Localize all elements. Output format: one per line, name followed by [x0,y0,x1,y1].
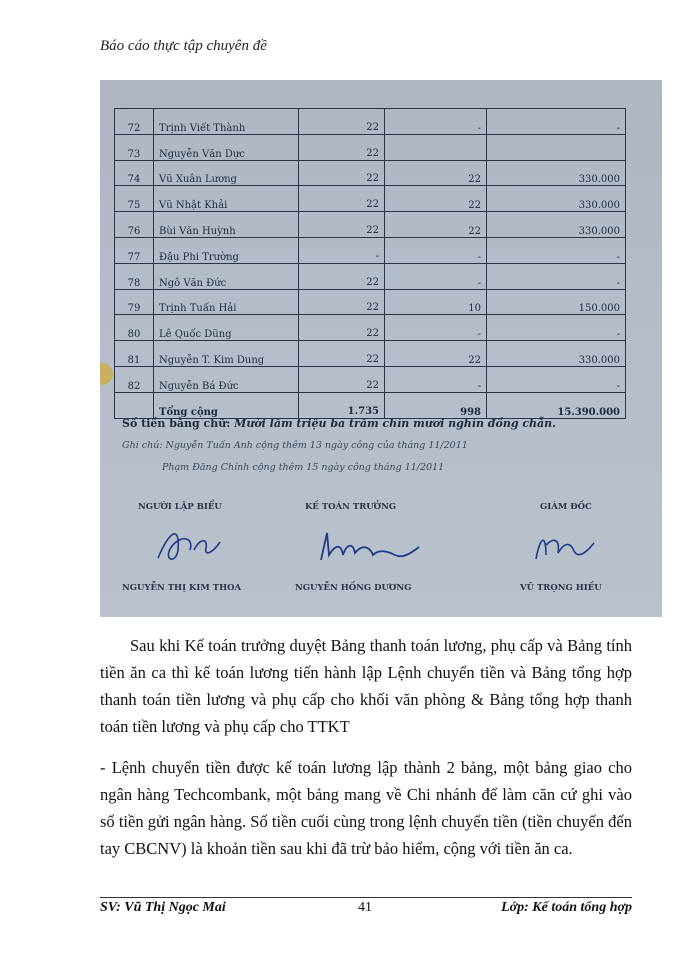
total-row [115,392,626,418]
employee-name: Lê Quốc Dũng [154,315,299,341]
table-row [115,109,626,135]
employee-name: Ngô Văn Đức [154,263,299,289]
work-days: 22 [299,315,385,341]
work-days: - [299,237,385,263]
signer-name-preparer: NGUYỄN THỊ KIM THOA [122,583,242,593]
note-line-1: Ghi chú: Nguyễn Tuấn Anh cộng thêm 13 ngày công của tháng 11/2011 [122,440,468,451]
footer-student: SV: Vũ Thị Ngọc Mai [100,900,226,915]
total-days: 1.735 [299,392,385,418]
meal-amount: - [487,109,626,135]
signer-title-preparer: NGƯỜI LẬP BIỂU [138,502,222,512]
total-extra: 998 [385,392,487,418]
row-number: 81 [115,341,154,367]
meal-days: - [385,263,487,289]
row-number: 75 [115,186,154,212]
meal-amount: 330.000 [487,186,626,212]
table-row [115,186,626,212]
meal-days: - [385,366,487,392]
signature-chief-accountant [315,525,425,570]
employee-name: Vũ Nhật Khải [154,186,299,212]
signature-preparer [150,520,230,570]
work-days: 22 [299,263,385,289]
employee-name: Nguyễn T. Kim Dung [154,341,299,367]
row-number: 73 [115,134,154,160]
signer-name-chief-accountant: NGUYỄN HỒNG DƯƠNG [295,583,412,593]
paragraph-1: Sau khi Kế toán trưởng duyệt Bảng thanh toán lương, phụ cấp và Bảng tính tiền ăn ca thì kế toán lương tiến hành lập Lệnh chuyển tiền và Bảng tổng hợp thanh toán tiền lương và phụ cấp cho khối văn phòng & Bảng tổng hợp thanh toán tiền lương và phụ cấp cho TTKT [100,636,632,736]
signer-name-director: VŨ TRỌNG HIẾU [520,583,602,593]
meal-amount: - [487,315,626,341]
table-row [115,212,626,238]
table-row [115,134,626,160]
meal-amount: 150.000 [487,289,626,315]
meal-days: 22 [385,341,487,367]
meal-amount: - [487,366,626,392]
amount-words-value: Mười lăm triệu ba trăm chín mươi nghìn đồng chẵn. [234,417,557,430]
meal-days: 10 [385,289,487,315]
payroll-table [114,108,626,419]
meal-days: 22 [385,212,487,238]
meal-amount: 330.000 [487,212,626,238]
table-row [115,315,626,341]
work-days: 22 [299,289,385,315]
amount-words-label: Số tiền bằng chữ: [122,417,231,430]
row-number: 77 [115,237,154,263]
table-row [115,263,626,289]
footer-divider [100,897,632,898]
employee-name: Nguyễn Văn Dực [154,134,299,160]
paragraph-2: - Lệnh chuyển tiền được kế toán lương lập thành 2 bảng, một bảng giao cho ngân hàng Techcombank, một bảng mang về Chi nhánh để làm căn cứ ghi vào sổ tiền gửi ngân hàng. Số tiền cuối cùng trong lệnh chuyển tiền (tiền chuyển đến tay CBCNV) là khoản tiền sau khi đã trừ bảo hiểm, cộng với tiền ăn ca. [100,758,632,858]
signature-director [530,525,600,570]
meal-days: 22 [385,186,487,212]
meal-days: 22 [385,160,487,186]
scanned-payroll-photo [100,80,662,617]
amount-in-words [122,417,556,430]
row-number: 74 [115,160,154,186]
row-number: 72 [115,109,154,135]
total-amount: 15.390.000 [487,392,626,418]
row-number: 80 [115,315,154,341]
row-number: 79 [115,289,154,315]
employee-name: Bùi Văn Huỳnh [154,212,299,238]
footer-page-number: 41 [358,900,372,915]
footer-class: Lớp: Kế toán tổng hợp [501,900,632,915]
signer-title-chief-accountant: KẾ TOÁN TRƯỞNG [305,502,397,512]
work-days: 22 [299,160,385,186]
employee-name: Trịnh Viết Thành [154,109,299,135]
meal-days: - [385,237,487,263]
meal-amount: - [487,263,626,289]
employee-name: Đậu Phi Trường [154,237,299,263]
work-days: 22 [299,109,385,135]
meal-amount: 330.000 [487,160,626,186]
employee-name: Vũ Xuân Lương [154,160,299,186]
employee-name: Trịnh Tuấn Hải [154,289,299,315]
total-label: Tổng cộng [154,392,299,418]
note-line-2: Phạm Đăng Chính cộng thêm 15 ngày công tháng 11/2011 [162,462,445,473]
page-header-title: Báo cáo thực tập chuyên đề [100,38,267,54]
row-number: 82 [115,366,154,392]
meal-amount: 330.000 [487,341,626,367]
meal-amount [487,134,626,160]
row-number: 78 [115,263,154,289]
table-row [115,160,626,186]
meal-days: - [385,315,487,341]
employee-name: Nguyễn Bá Đức [154,366,299,392]
table-row [115,289,626,315]
work-days: 22 [299,186,385,212]
row-number: 76 [115,212,154,238]
work-days: 22 [299,134,385,160]
table-row [115,341,626,367]
binder-hole [100,363,113,385]
work-days: 22 [299,212,385,238]
signer-title-director: GIÁM ĐỐC [540,502,592,512]
meal-days: - [385,109,487,135]
meal-days [385,134,487,160]
table-row [115,237,626,263]
table-row [115,366,626,392]
work-days: 22 [299,341,385,367]
work-days: 22 [299,366,385,392]
meal-amount: - [487,237,626,263]
